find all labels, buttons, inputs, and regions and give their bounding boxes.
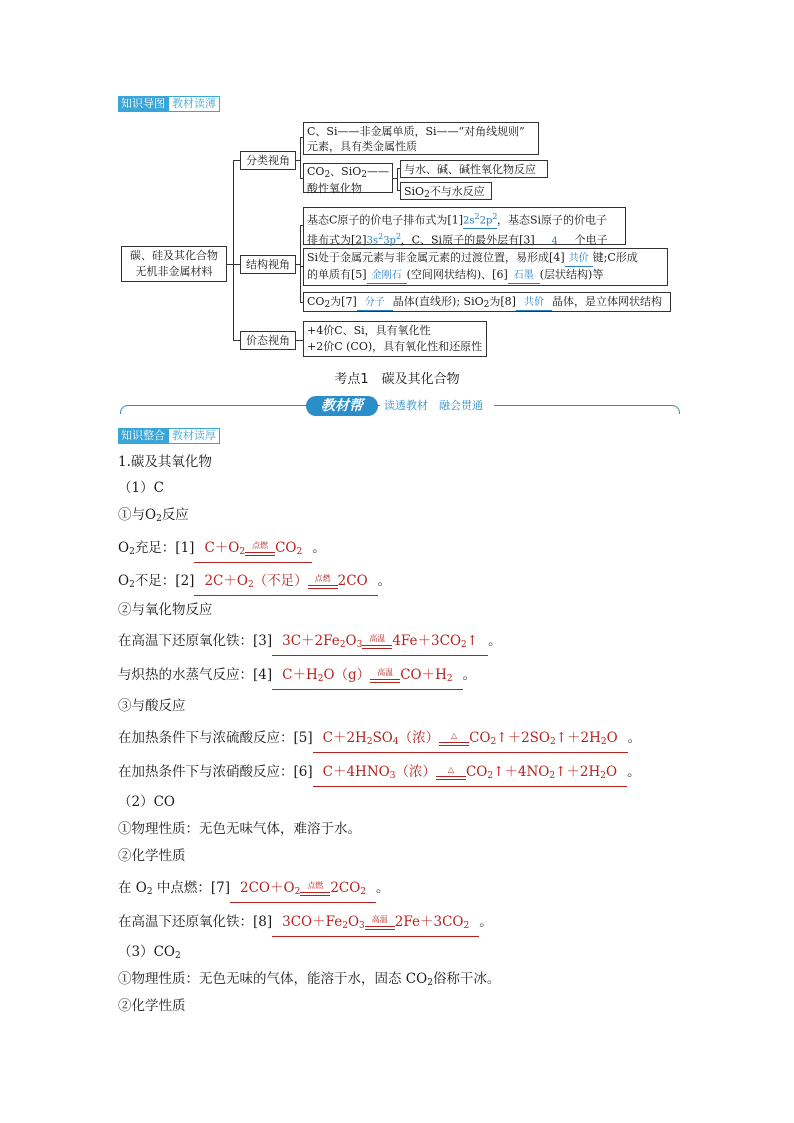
classification-line: C、Si——非金属单质，Si——“对角线规则” bbox=[307, 125, 525, 138]
structure-line: 的单质有[5] 金刚石 (空间网状结构)、[6] 石墨 (层状结构)等 bbox=[307, 267, 664, 284]
classification-oxides bbox=[303, 163, 393, 193]
blank-7-answer: 分子 bbox=[357, 295, 393, 311]
blank-3-answer: 4 bbox=[535, 234, 575, 250]
answer-6: $C+4HNO_3$（浓） △ $CO_2↑+4NO_2↑+2H_2O$ bbox=[313, 762, 627, 787]
valence-line: +4价C、Si，具有氧化性 bbox=[307, 324, 431, 337]
answer-3: $3C+2Fe_2O_3$ 高温 $4Fe+3CO_2↑$ bbox=[272, 631, 488, 656]
connector bbox=[397, 168, 398, 190]
structure-crystal: $CO_2$为[7] 分子 晶体(直线形); SiO$_2$为[8] 共价 晶体，是立体网状结构 bbox=[303, 292, 671, 312]
section-title: 考点1 碳及其化合物 bbox=[334, 372, 460, 387]
blank-1-answer: $2s^22p^2$ bbox=[463, 209, 497, 229]
branch-valence: 价态视角 bbox=[240, 331, 296, 350]
banner-title: 教材帮 bbox=[306, 396, 378, 416]
blank-2-answer: $3s^23p^2$ bbox=[367, 229, 401, 249]
equation-line-3: 在高温下还原氧化铁：[3] $3C+2Fe_2O_3$ 高温 $4Fe+3CO_2↑$ 。 bbox=[118, 631, 502, 656]
blank-6-answer: 石墨 bbox=[508, 268, 540, 284]
tag-label: 知识整合 bbox=[118, 428, 168, 444]
subheading: ②与氧化物反应 bbox=[118, 602, 213, 618]
connector bbox=[300, 137, 301, 179]
tag-label-sub: 教材读厚 bbox=[168, 428, 220, 444]
subheading: ②化学性质 bbox=[118, 848, 186, 864]
banner-subtitle: 读透教材 融会贯通 bbox=[380, 398, 494, 414]
connector bbox=[300, 225, 301, 302]
subheading: ②化学性质 bbox=[118, 998, 186, 1014]
structure-bonding bbox=[303, 248, 668, 286]
heading-carbon: （1）C bbox=[118, 480, 164, 496]
blank-8-answer: 共价 bbox=[516, 295, 552, 311]
knowledge-map-tag bbox=[118, 96, 220, 112]
answer-2: $2C+O_2$（不足） 点燃 2CO bbox=[194, 571, 377, 596]
knowledge-integration-tag bbox=[118, 428, 220, 444]
branch-classification: 分类视角 bbox=[240, 151, 296, 170]
blank-5-answer: 金刚石 bbox=[367, 268, 407, 284]
connector bbox=[233, 264, 240, 265]
structure-line: Si处于金属元素与非金属元素的过渡位置，易形成[4] 共价 键;C形成 bbox=[307, 250, 664, 267]
tag-label-sub: 教材读薄 bbox=[168, 96, 220, 112]
oxides-reaction: 与水、碱、碱性氧化物反应 bbox=[400, 160, 548, 178]
valence-line: +2价C (CO)，具有氧化性和还原性 bbox=[307, 340, 483, 353]
tag-label: 知识导图 bbox=[118, 96, 168, 112]
equation-line-2: $O_2$不足：[2] $2C+O_2$（不足） 点燃 2CO 。 bbox=[118, 571, 391, 596]
paragraph: ①物理性质：无色无味的气体，能溶于水，固态 $CO_2$俗称干冰。 bbox=[118, 971, 501, 988]
subheading: ①与$O_2$反应 bbox=[118, 507, 189, 524]
equation-line-4: 与炽热的水蒸气反应：[4] $C+H_2O(g)$ 高温 $CO+H_2$ 。 bbox=[118, 665, 476, 690]
paragraph: ①物理性质：无色无味气体，难溶于水。 bbox=[118, 821, 361, 837]
structure-electron-config bbox=[303, 207, 626, 245]
answer-4: $C+H_2O(g)$ 高温 $CO+H_2$ bbox=[272, 665, 462, 690]
sio2-no-water: SiO$_2$不与水反应 bbox=[400, 182, 492, 200]
equation-line-7: 在 $O_2$ 中点燃：[7] $2CO+O_2$ 点燃 $2CO_2$ 。 bbox=[118, 878, 390, 903]
classification-elements bbox=[303, 122, 539, 155]
connector bbox=[233, 160, 234, 340]
map-root-line: 无机非金属材料 bbox=[135, 265, 213, 278]
answer-5: $C+2H_2SO_4$（浓） △ $CO_2↑+2SO_2↑+2H_2O$ bbox=[313, 728, 628, 753]
equation-line-8: 在高温下还原氧化铁：[8] $3CO+Fe_2O_3$ 高温 $2Fe+3CO_2$ 。 bbox=[118, 912, 493, 937]
blank-4-answer: 共价 bbox=[565, 251, 593, 267]
connector bbox=[233, 160, 240, 161]
branch-structure: 结构视角 bbox=[240, 255, 296, 274]
oxides-line: $CO_2$、SiO$_2$—— bbox=[307, 165, 389, 180]
structure-line: 基态C原子的价电子排布式为$[1]2s^22p^2$，基态Si原子的价电子 bbox=[307, 209, 622, 229]
answer-8: $3CO+Fe_2O_3$ 高温 $2Fe+3CO_2$ bbox=[272, 912, 479, 937]
answer-7: $2CO+O_2$ 点燃 $2CO_2$ bbox=[230, 878, 376, 903]
structure-line: 排布式为$[2]3s^23p^2$，C、Si原子的最外层有[3] 4 个电子 bbox=[307, 229, 622, 249]
connector bbox=[296, 340, 303, 341]
classification-line: 元素，具有类金属性质 bbox=[307, 140, 417, 153]
connector bbox=[233, 340, 240, 341]
map-root bbox=[121, 246, 227, 282]
oxides-line: 酸性氧化物 bbox=[307, 182, 362, 195]
map-root-line: 碳、硅及其化合物 bbox=[130, 249, 218, 262]
heading-co2: $(3)CO_2$ bbox=[118, 944, 181, 961]
subheading: ③与酸反应 bbox=[118, 698, 186, 714]
equation-line-5: 在加热条件下与浓硫酸反应：[5] $C+2H_2SO_4$（浓） △ $CO_2↑+2SO_2↑+2H_2O$ 。 bbox=[118, 728, 641, 753]
valence-box bbox=[303, 321, 487, 357]
heading-1: 1.碳及其氧化物 bbox=[118, 454, 212, 470]
equation-line-1: $O_2$充足：[1] $C+O_2$ 点燃 $CO_2$ 。 bbox=[118, 538, 326, 563]
equation-line-6: 在加热条件下与浓硝酸反应：[6] $C+4HNO_3$（浓） △ $CO_2↑+4NO_2↑+2H_2O$ 。 bbox=[118, 762, 641, 787]
answer-1: $C+O_2$ 点燃 $CO_2$ bbox=[194, 538, 312, 563]
heading-co: （2）CO bbox=[118, 794, 175, 810]
